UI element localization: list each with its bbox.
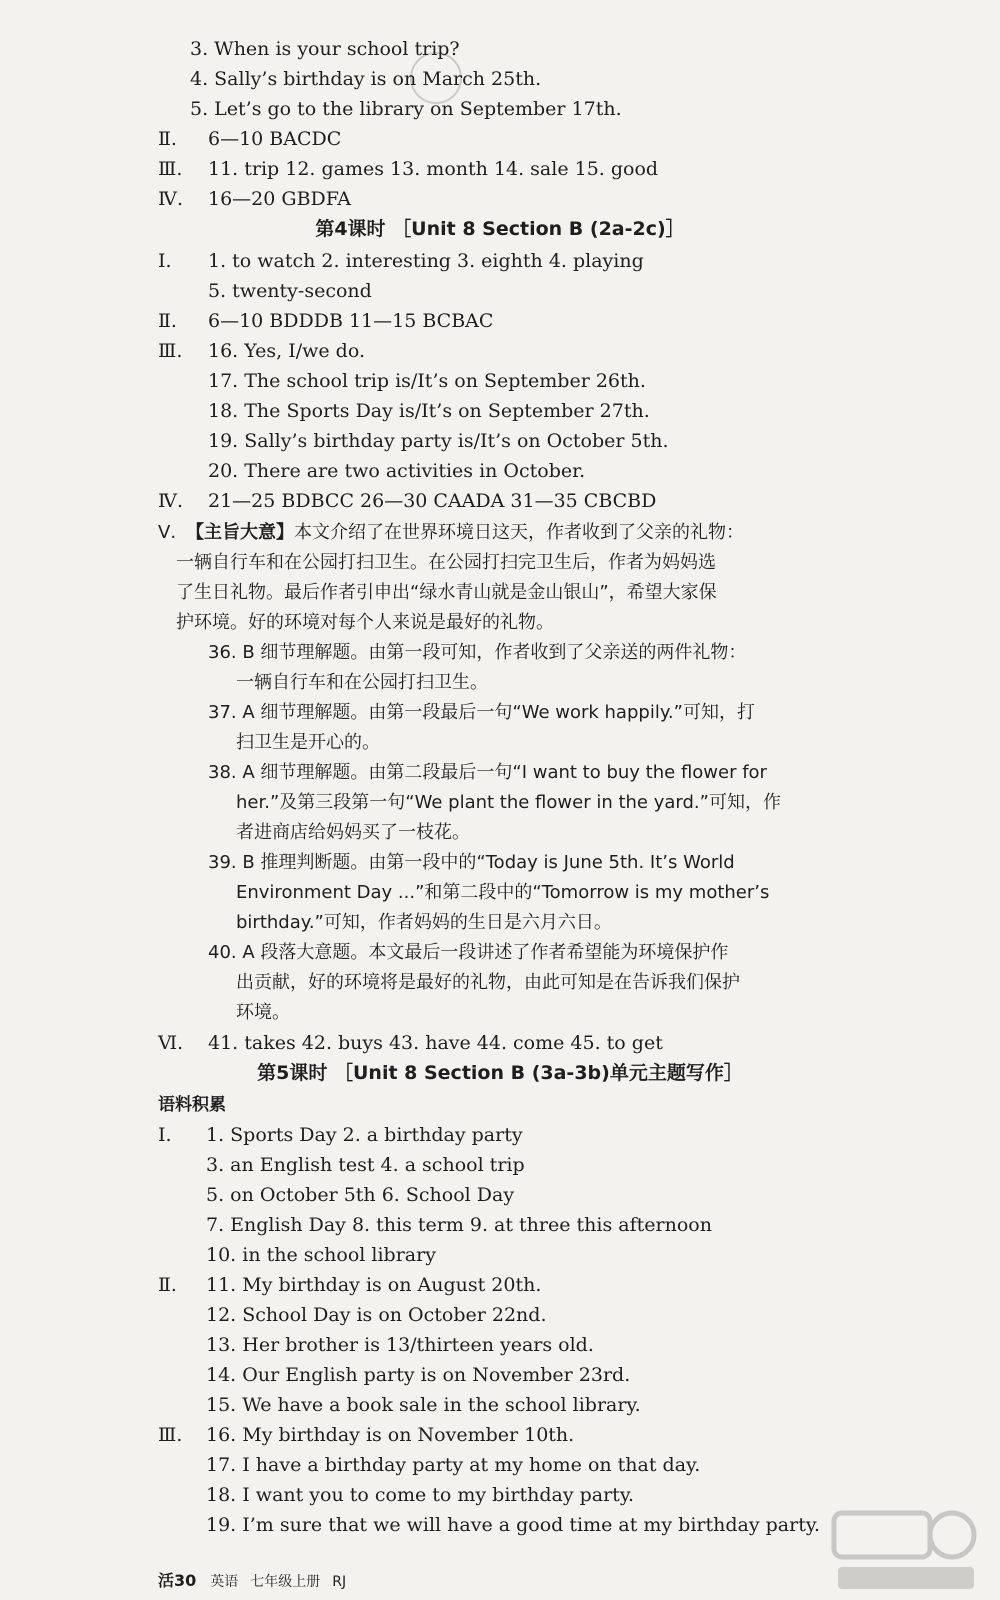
subsection-title: 语料积累: [158, 1095, 226, 1115]
summary-tag: 【主旨大意】: [186, 522, 294, 543]
summary-line: 一辆自行车和在公园打扫卫生。在公园打扫完卫生后，作者为妈妈选: [176, 552, 716, 573]
explanation-line: her.”及第三段第一句“We plant the flower in the yard.”可知，作: [236, 792, 781, 813]
section-numeral: Ⅰ.: [158, 250, 172, 272]
explanation-line: 40. A 段落大意题。本文最后一段讲述了作者希望能为环境保护作: [208, 942, 729, 963]
footer-edition: RJ: [332, 1574, 347, 1590]
explanation-line: 者进商店给妈妈买了一枝花。: [236, 822, 470, 843]
answer-line: [158, 488, 656, 514]
footer-grade: 七年级上册: [250, 1574, 321, 1590]
answer-text: 16—20 GBDFA: [208, 188, 352, 210]
answer-line: 20. There are two activities in October.: [208, 460, 586, 482]
answer-text: 1. to watch 2. interesting 3. eighth 4. playing: [208, 250, 644, 272]
answer-line: 15. We have a book sale in the school library.: [206, 1394, 641, 1416]
answer-line: [158, 156, 658, 182]
answer-line: 10. in the school library: [206, 1244, 436, 1266]
answer-text: 41. takes 42. buys 43. have 44. come 45. to get: [208, 1032, 663, 1054]
answer-line: 19. Sally’s birthday party is/It’s on October 5th.: [208, 430, 669, 452]
page-footer: [158, 1568, 358, 1591]
answer-line: [158, 248, 644, 274]
section-numeral: Ⅵ.: [158, 1032, 184, 1054]
answer-line: 5. twenty-second: [208, 280, 372, 302]
answer-line: 3. When is your school trip?: [190, 38, 460, 60]
section-numeral: Ⅳ.: [158, 490, 184, 512]
answer-line: [158, 520, 744, 546]
answer-line: [158, 1030, 663, 1056]
answer-text: 11. trip 12. games 13. month 14. sale 15. good: [208, 158, 659, 180]
answer-line: 5. Let’s go to the library on September 17th.: [190, 98, 622, 120]
answer-line: [158, 1422, 574, 1448]
answer-text: 1. Sports Day 2. a birthday party: [206, 1124, 523, 1146]
explanation-line: 一辆自行车和在公园打扫卫生。: [236, 672, 488, 693]
explanation-line: Environment Day ...”和第二段中的“Tomorrow is my mother’s: [236, 882, 770, 903]
answer-line: 17. The school trip is/It’s on September 26th.: [208, 370, 646, 392]
answer-line: 7. English Day 8. this term 9. at three this afternoon: [206, 1214, 712, 1236]
explanation-line: 出贡献，好的环境将是最好的礼物，由此可知是在告诉我们保护: [236, 972, 740, 993]
answer-text: 16. Yes, I/we do.: [208, 340, 365, 362]
answer-line: 13. Her brother is 13/thirteen years old.: [206, 1334, 594, 1356]
answer-line: [158, 1272, 541, 1298]
section-numeral: Ⅰ.: [158, 1124, 172, 1146]
explanation-line: 扫卫生是开心的。: [236, 732, 380, 753]
answer-line: 18. The Sports Day is/It’s on September 27th.: [208, 400, 650, 422]
answer-line: [158, 308, 493, 334]
summary-line: 护环境。好的环境对每个人来说是最好的礼物。: [176, 612, 554, 633]
answer-line: 3. an English test 4. a school trip: [206, 1154, 525, 1176]
section-numeral: Ⅲ.: [158, 340, 183, 362]
section-numeral: Ⅱ.: [158, 128, 177, 150]
section-numeral: Ⅲ.: [158, 1424, 183, 1446]
answer-text: 11. My birthday is on August 20th.: [206, 1274, 542, 1296]
summary-line: 了生日礼物。最后作者引申出“绿水青山就是金山银山”，希望大家保: [176, 582, 717, 603]
answer-line: 4. Sally’s birthday is on March 25th.: [190, 68, 542, 90]
explanation-line: 39. B 推理判断题。由第一段中的“Today is June 5th. It’s World: [208, 852, 735, 873]
answer-text: 21—25 BDBCC 26—30 CAADA 31—35 CBCBD: [208, 490, 657, 512]
lesson-heading: 第4课时 ［Unit 8 Section B (2a-2c)］: [315, 218, 685, 240]
answer-line: [158, 126, 341, 152]
answer-line: 12. School Day is on October 22nd.: [206, 1304, 547, 1326]
answer-line: [158, 1122, 523, 1148]
explanation-line: 38. A 细节理解题。由第二段最后一句“I want to buy the flower for: [208, 762, 767, 783]
answer-line: [158, 338, 365, 364]
answer-line: [158, 186, 351, 212]
answer-line: 5. on October 5th 6. School Day: [206, 1184, 515, 1206]
answer-line: 18. I want you to come to my birthday party.: [206, 1484, 635, 1506]
section-numeral: Ⅳ.: [158, 188, 184, 210]
explanation-line: birthday.”可知，作者妈妈的生日是六月六日。: [236, 912, 612, 933]
answer-text: 16. My birthday is on November 10th.: [206, 1424, 575, 1446]
answer-text: 6—10 BDDDB 11—15 BCBAC: [208, 310, 494, 332]
answer-line: 14. Our English party is on November 23rd.: [206, 1364, 631, 1386]
footer-subject: 英语: [210, 1574, 239, 1590]
answer-line: 19. I’m sure that we will have a good time at my birthday party.: [206, 1514, 821, 1536]
explanation-line: 环境。: [236, 1002, 290, 1023]
explanation-line: 36. B 细节理解题。由第一段可知，作者收到了父亲送的两件礼物：: [208, 642, 747, 663]
lesson-heading: 第5课时 ［Unit 8 Section B (3a-3b)单元主题写作］: [257, 1062, 743, 1084]
section-numeral: Ⅱ.: [158, 310, 177, 332]
page-number: 活30: [158, 1571, 197, 1590]
summary-text: 本文介绍了在世界环境日这天，作者收到了父亲的礼物：: [294, 522, 744, 543]
section-numeral: Ⅴ.: [158, 522, 177, 543]
section-numeral: Ⅲ.: [158, 158, 183, 180]
watermark-logo: [830, 1505, 980, 1595]
explanation-line: 37. A 细节理解题。由第一段最后一句“We work happily.”可知，打: [208, 702, 755, 723]
section-numeral: Ⅱ.: [158, 1274, 177, 1296]
answer-line: 17. I have a birthday party at my home on that day.: [206, 1454, 701, 1476]
answer-text: 6—10 BACDC: [208, 128, 342, 150]
